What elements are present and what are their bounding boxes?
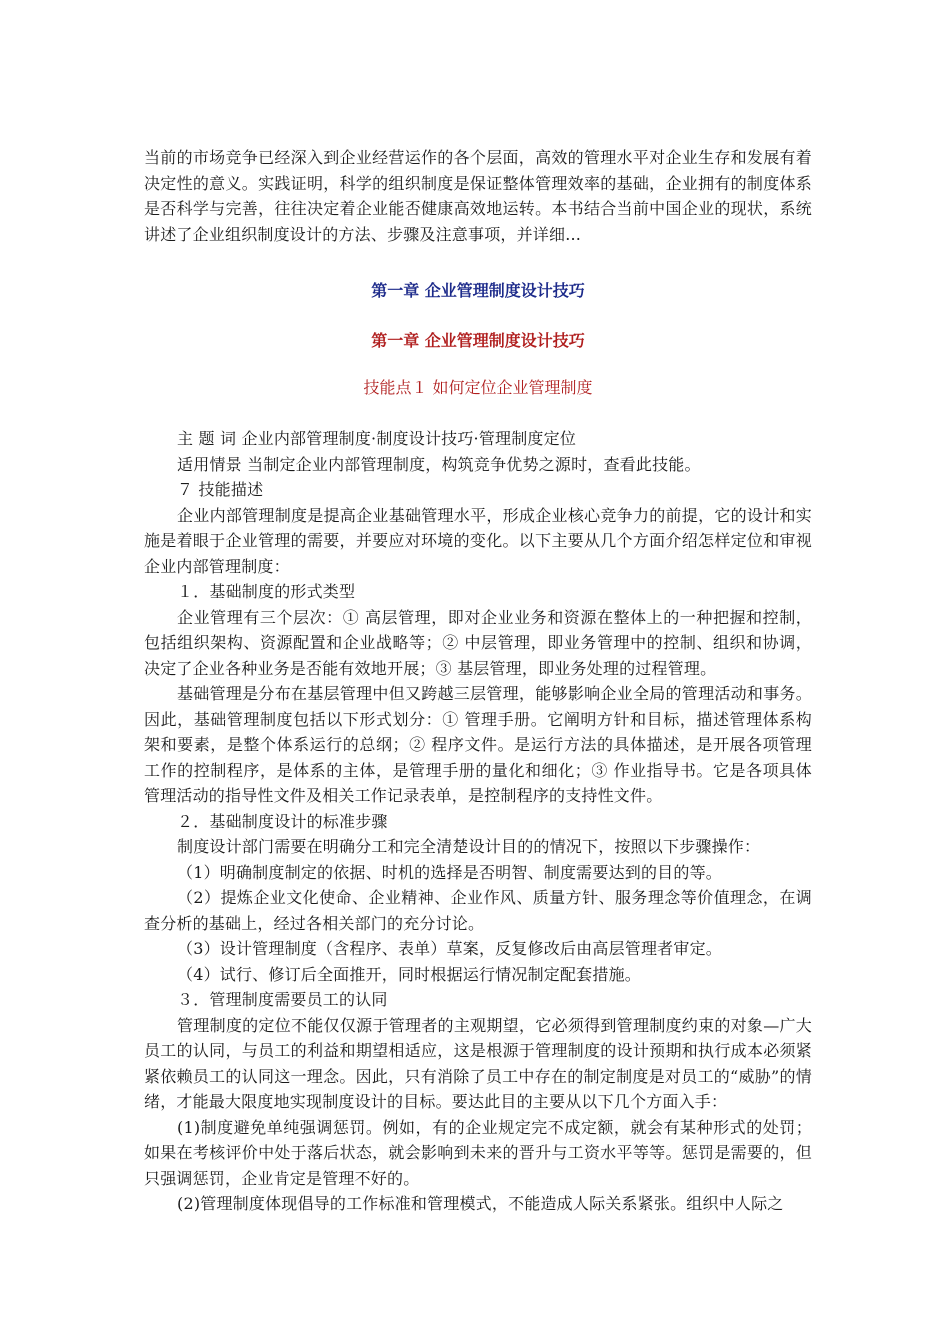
section-heading-1: １．基础制度的形式类型 [177,582,356,601]
intro-paragraph: 当前的市场竞争已经深入到企业经营运作的各个层面，高效的管理水平对企业生存和发展有着决定性的意义。实践证明，科学的组织制度是保证整体管理效率的基础，企业拥有的制度体系是否科学与完善，往往决定着企业能否健康高效地运转。本书结合当前中国企业的现状，系统讲述了企业组织制度设计的方法、步骤及注意事项，并详细... [144,148,812,244]
step-3: （3）设计管理制度（含程序、表单）草案，反复修改后由高层管理者审定。 [177,939,722,958]
step-4: （4）试行、修订后全面推开，同时根据运行情况制定配套措施。 [177,964,641,984]
paragraph-1: 企业内部管理制度是提高企业基础管理水平，形成企业核心竞争力的前提，它的设计和实施是着眼于企业管理的需要，并要应对环境的变化。以下主要从几个方面介绍怎样定位和审视企业内部管理制度： [144,505,812,576]
chapter-title: 第一章 企业管理制度设计技巧 [371,331,585,350]
scenario-line: 适用情景 当制定企业内部管理制度，构筑竞争优势之源时，查看此技能。 [177,454,701,474]
step-2: （2）提炼企业文化使命、企业精神、企业作风、质量方针、服务理念等价值理念，在调查分析的基础上，经过各相关部门的充分讨论。 [144,888,812,933]
chapter-title-link[interactable]: 第一章 企业管理制度设计技巧 [371,281,585,300]
section-heading-2: ２．基础制度设计的标准步骤 [177,811,388,831]
paragraph-5: 管理制度的定位不能仅仅源于管理者的主观期望，它必须得到管理制度约束的对象—广大员工的认同，与员工的利益和期望相适应，这是根源于管理制度的设计预期和执行成本必须紧紧依赖员工的认同这一理念。因此，只有消除了员工中存在的制定制度是对员工的“威胁”的情绪，才能最大限度地实现制度设计的目标。要达此目的主要从以下几个方面入手： [144,1015,812,1111]
document-page [144,145,812,1217]
paragraph-3: 基础管理是分布在基层管理中但又跨越三层管理，能够影响企业全局的管理活动和事务。因此，基础管理制度包括以下形式划分：① 管理手册。它阐明方针和目标，描述管理体系构架和要素，是整个体系运行的总纲；② 程序文件。是运行方法的具体描述，是开展各项管理工作的控制程序，是体系的主体，是管理手册的量化和细化；③ 作业指导书。它是各项具体管理活动的指导性文件及相关工作记录表单，是控制程序的支持性文件。 [144,684,812,805]
keywords-line: 主 题 词 企业内部管理制度·制度设计技巧·管理制度定位 [177,429,577,448]
step-1: （1）明确制度制定的依据、时机的选择是否明智、制度需要达到的目的等。 [177,862,722,882]
paragraph-7: (2)管理制度体现倡导的工作标准和管理模式，不能造成人际关系紧张。组织中人际之 [177,1194,784,1213]
skill-point-title: 技能点１ 如何定位企业管理制度 [363,378,593,397]
paragraph-6: (1)制度避免单纯强调惩罚。例如，有的企业规定完不成定额，就会有某种形式的处罚；如果在考核评价中处于落后状态，就会影响到未来的晋升与工资水平等等。惩罚是需要的，但只强调惩罚，企业肯定是管理不好的。 [144,1117,812,1188]
article-body [144,426,812,1217]
section-heading-3: ３．管理制度需要员工的认同 [177,990,388,1009]
skill-description-heading: ７ 技能描述 [177,480,264,499]
paragraph-4: 制度设计部门需要在明确分工和完全清楚设计目的的情况下，按照以下步骤操作： [177,837,761,856]
paragraph-2: 企业管理有三个层次：① 高层管理，即对企业业务和资源在整体上的一种把握和控制，包括组织架构、资源配置和企业战略等；② 中层管理，即业务管理中的控制、组织和协调，决定了企业各种业务是否能有效地开展；③ 基层管理，即业务处理的过程管理。 [144,607,812,678]
